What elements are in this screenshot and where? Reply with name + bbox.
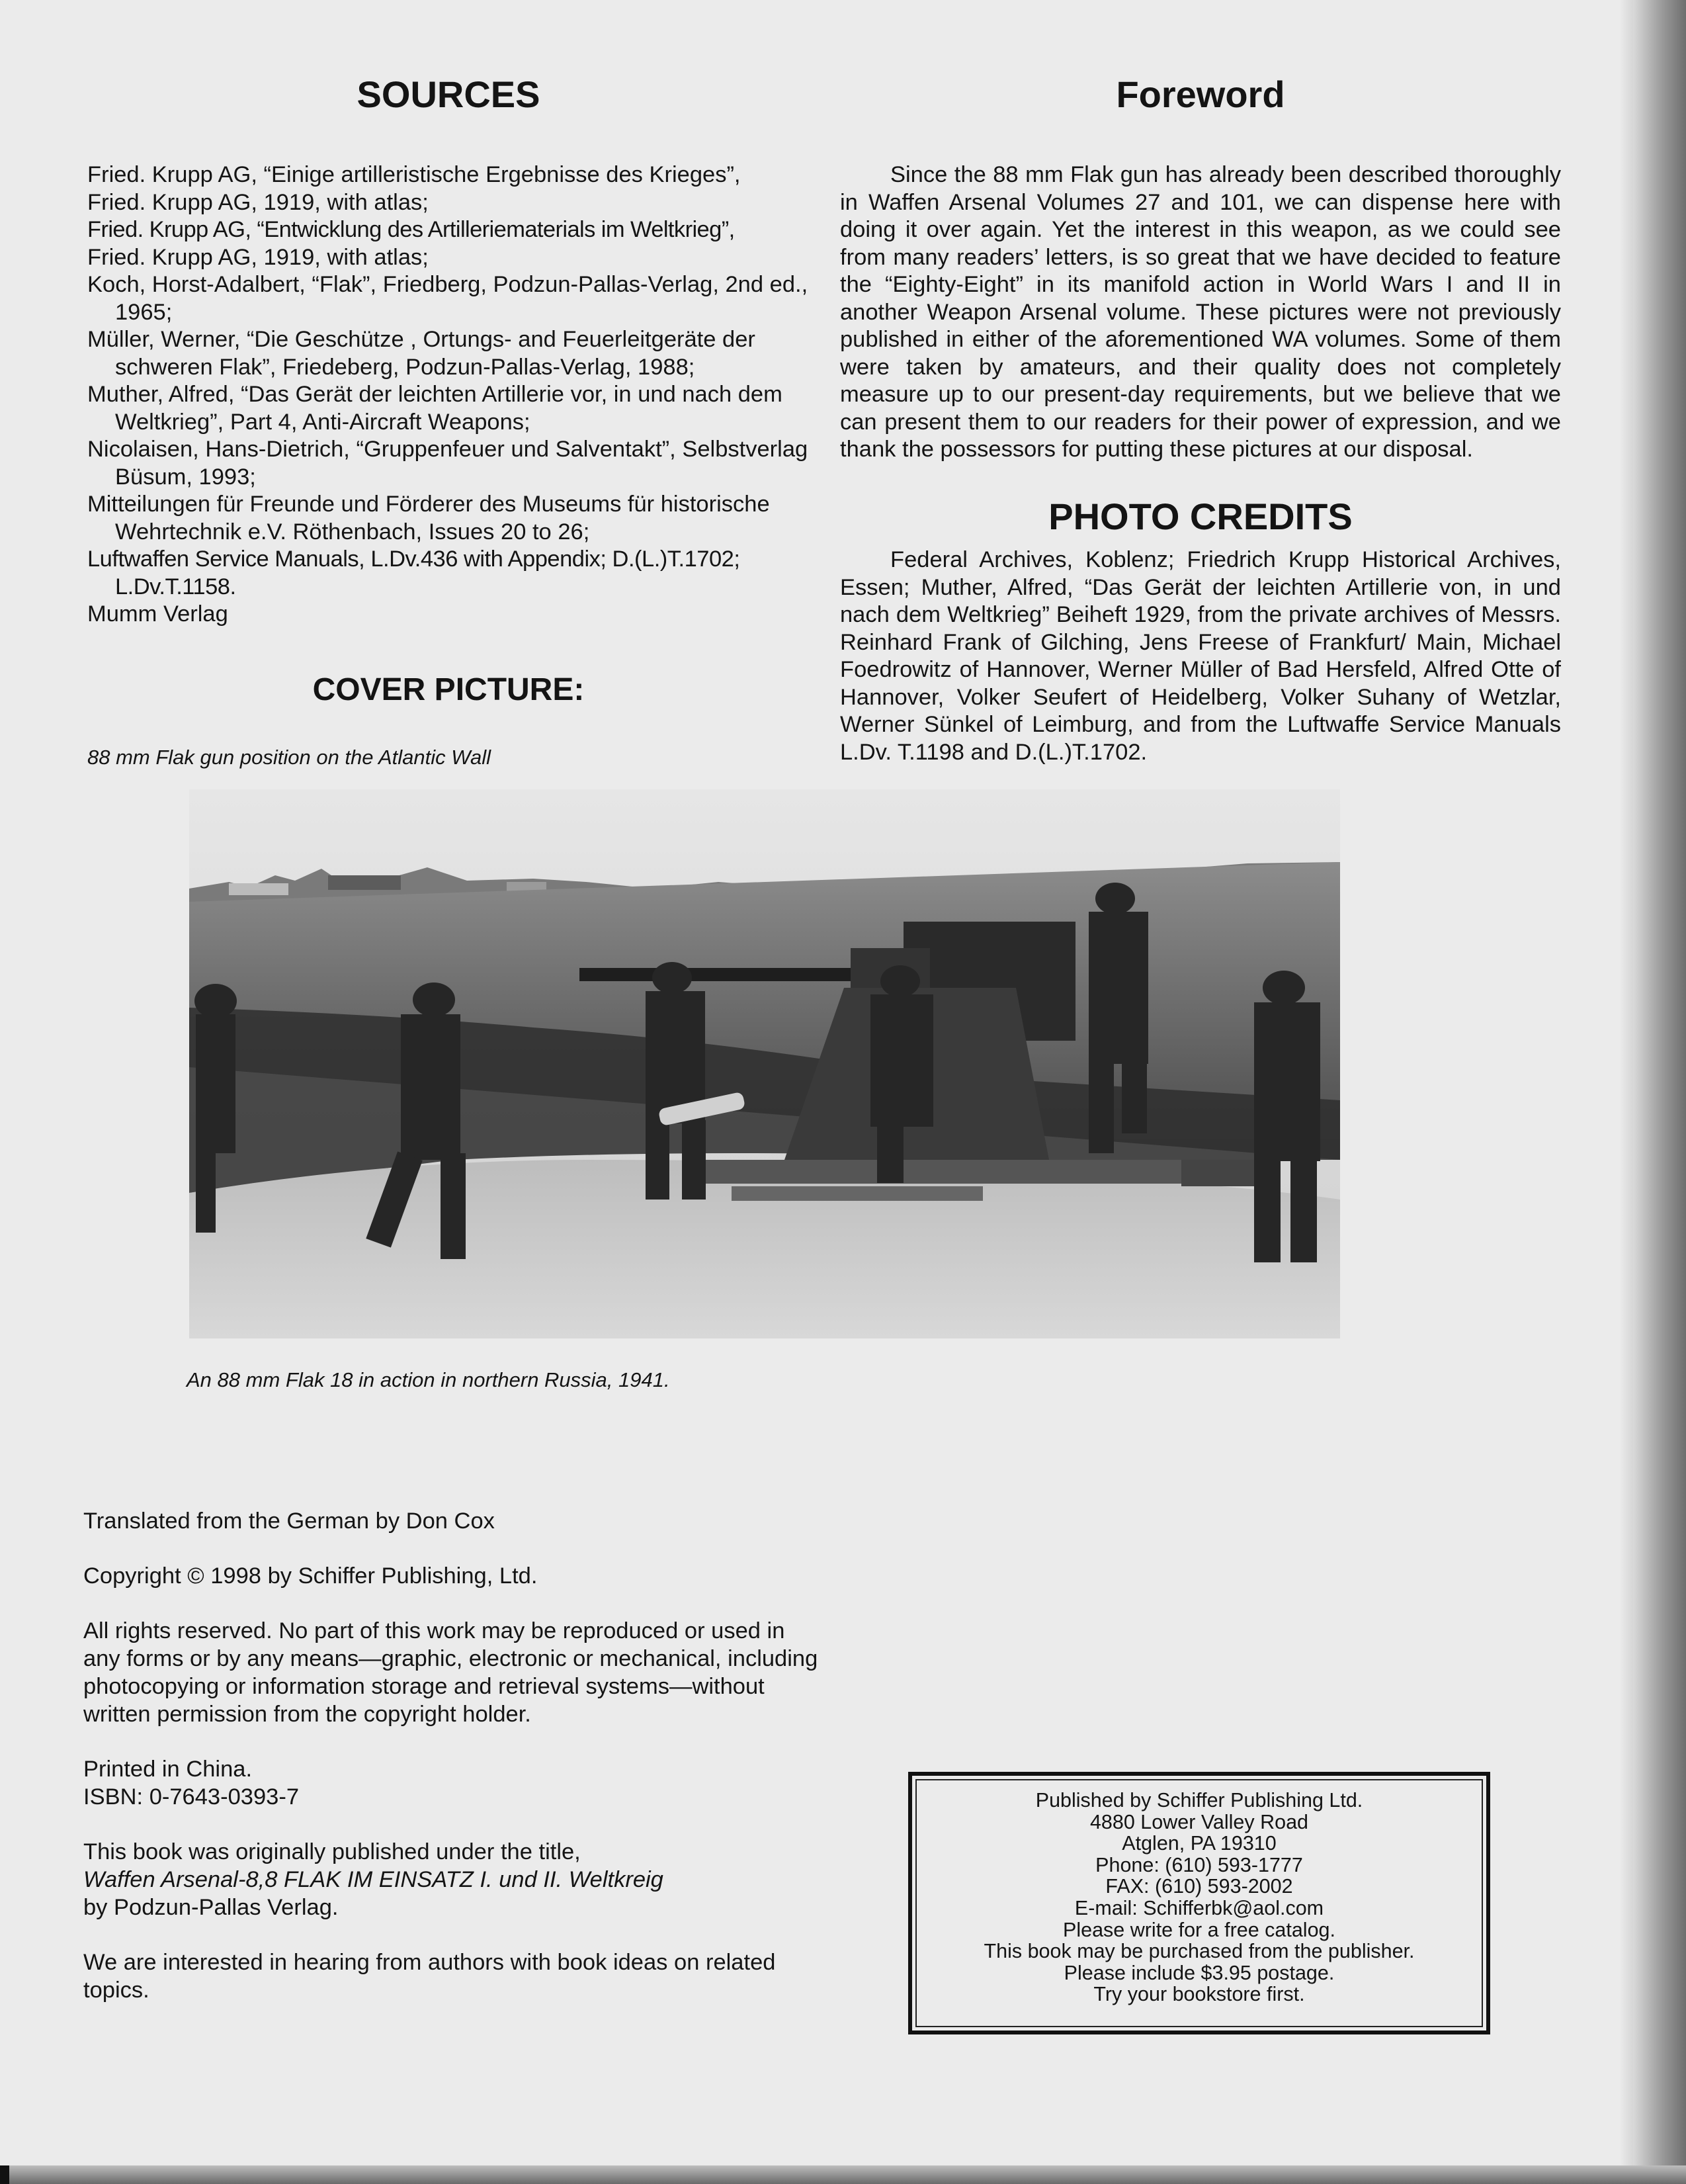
original-publisher: by Podzun-Pallas Verlag. — [83, 1895, 339, 1920]
copyright-line: Copyright © 1998 by Schiffer Publishing, Ltd. — [83, 1563, 538, 1589]
page-gutter-shade — [1620, 0, 1633, 2184]
publisher-address: 4880 Lower Valley Road — [1089, 1810, 1309, 1833]
foreword-heading: Foreword — [1116, 73, 1285, 115]
source-item: Luftwaffen Service Manuals, L.Dv.436 with Appendix; D.(L.)T.1702; L.Dv.T.1158. — [87, 546, 740, 599]
source-item: Fried. Krupp AG, 1919, with atlas; — [87, 244, 429, 270]
publisher-postage: Please include $3.95 postage. — [1064, 1961, 1335, 1984]
publisher-catalog: Please write for a free catalog. — [1063, 1918, 1335, 1941]
cover-picture-caption: 88 mm Flak gun position on the Atlantic Wall — [87, 746, 491, 769]
original-title: Waffen Arsenal-8,8 FLAK IM EINSATZ I. und II. Weltkreig — [83, 1867, 663, 1892]
flak-gun-photo — [189, 789, 1340, 1338]
corner-mark — [0, 2165, 9, 2184]
publisher-bookstore: Try your bookstore first. — [1093, 1983, 1305, 2006]
publisher-box — [908, 1772, 1490, 2034]
publisher-city: Atglen, PA 19310 — [1122, 1832, 1277, 1855]
publisher-line: Published by Schiffer Publishing Ltd. — [1035, 1789, 1363, 1812]
publisher-fax: FAX: (610) 593-2002 — [1105, 1875, 1293, 1898]
source-item: Koch, Horst-Adalbert, “Flak”, Friedberg, Podzun-Pallas-Verlag, 2nd ed., 1965; — [87, 272, 808, 325]
photo-credits-text: Federal Archives, Koblenz; Friedrich Krupp Historical Archives, Essen; Muther, Alfred, “Das Gerät der leichten Artillerie von, in und nach dem Weltkrieg” Beiheft 1929, from the private archives of Messrs. Reinhard Frank of Gilching, Jens Freese of Frankfurt/ Main, Michael Foedrowitz of Hannover, Werner Müller of Bad Hersfeld, Alfred Otte of Hannover, Volker Seufert of Heidelberg, Volker Suhany of Wetzlar, Werner Sünkel of Leimburg, and from the Luftwaffe Service Manuals L.Dv. T.1198 and D.(L.)T.1702. — [840, 547, 1561, 765]
source-item: Müller, Werner, “Die Geschütze , Ortungs- and Feuerleitgeräte der schweren Flak”, Friedeberg, Podzun-Pallas-Verlag, 1988; — [87, 327, 755, 380]
photo-caption: An 88 mm Flak 18 in action in northern Russia, 1941. — [187, 1368, 670, 1391]
isbn-line: ISBN: 0-7643-0393-7 — [83, 1784, 300, 1810]
photo-credits-heading: PHOTO CREDITS — [1048, 496, 1353, 537]
publisher-phone: Phone: (610) 593-1777 — [1095, 1853, 1303, 1876]
original-publication — [83, 1838, 824, 1921]
source-item: Fried. Krupp AG, “Entwicklung des Artilleriematerials im Weltkrieg”, — [87, 217, 735, 242]
source-item: Muther, Alfred, “Das Gerät der leichten Artillerie vor, in und nach dem Weltkrieg”, Part 4, Anti-Aircraft Weapons; — [87, 382, 782, 435]
print-info — [83, 1755, 824, 1811]
foreword-text: Since the 88 mm Flak gun has already been described thoroughly in Waffen Arsenal Volumes 27 and 101, we can dispense here with doing it over again. Yet the interest in this weapon, as we could see from many readers’ letters, is so great that we have decided to feature the “Eighty-Eight” in its manifold action in World Wars I and II in another Weapon Arsenal volume. These pictures were not previously published in either of the aforementioned WA volumes. Some of them were taken by amateurs, and their quality does not completely measure up to our present-day requirements, but we believe that we can present them to our readers for their power of expression, and we thank the possessors for putting these pictures at our disposal. — [840, 162, 1561, 462]
source-item: Fried. Krupp AG, “Einige artilleristische Ergebnisse des Krieges”, — [87, 162, 741, 187]
translator-line: Translated from the German by Don Cox — [83, 1508, 495, 1534]
printed-line: Printed in China. — [83, 1757, 253, 1782]
publisher-email: E-mail: Schifferbk@aol.com — [1074, 1896, 1324, 1919]
source-item: Mumm Verlag — [87, 601, 228, 627]
publisher-purchase: This book may be purchased from the publisher. — [984, 1940, 1415, 1963]
bottom-shadow — [0, 2165, 1686, 2184]
page-edge — [1633, 0, 1686, 2184]
source-item: Nicolaisen, Hans-Dietrich, “Gruppenfeuer und Salventakt”, Selbstverlag Büsum, 1993; — [87, 437, 808, 490]
imprint-block — [83, 1507, 824, 2031]
rights-paragraph: All rights reserved. No part of this work may be reproduced or used in any forms or by any means—graphic, electronic or mechanical, including photocopying or information storage and retrieval systems—without written permission from the copyright holder. — [83, 1618, 818, 1727]
publisher-box-inner — [915, 1779, 1483, 2027]
cover-picture-heading: COVER PICTURE: — [312, 672, 585, 707]
sources-list — [87, 161, 812, 629]
authors-note: We are interested in hearing from authors with book ideas on related topics. — [83, 1950, 776, 2003]
sources-heading: SOURCES — [357, 73, 540, 115]
source-item: Mitteilungen für Freunde und Förderer des Museums für historische Wehrtechnik e.V. Röthenbach, Issues 20 to 26; — [87, 492, 770, 545]
source-item: Fried. Krupp AG, 1919, with atlas; — [87, 189, 429, 215]
original-intro: This book was originally published under the title, — [83, 1839, 581, 1864]
